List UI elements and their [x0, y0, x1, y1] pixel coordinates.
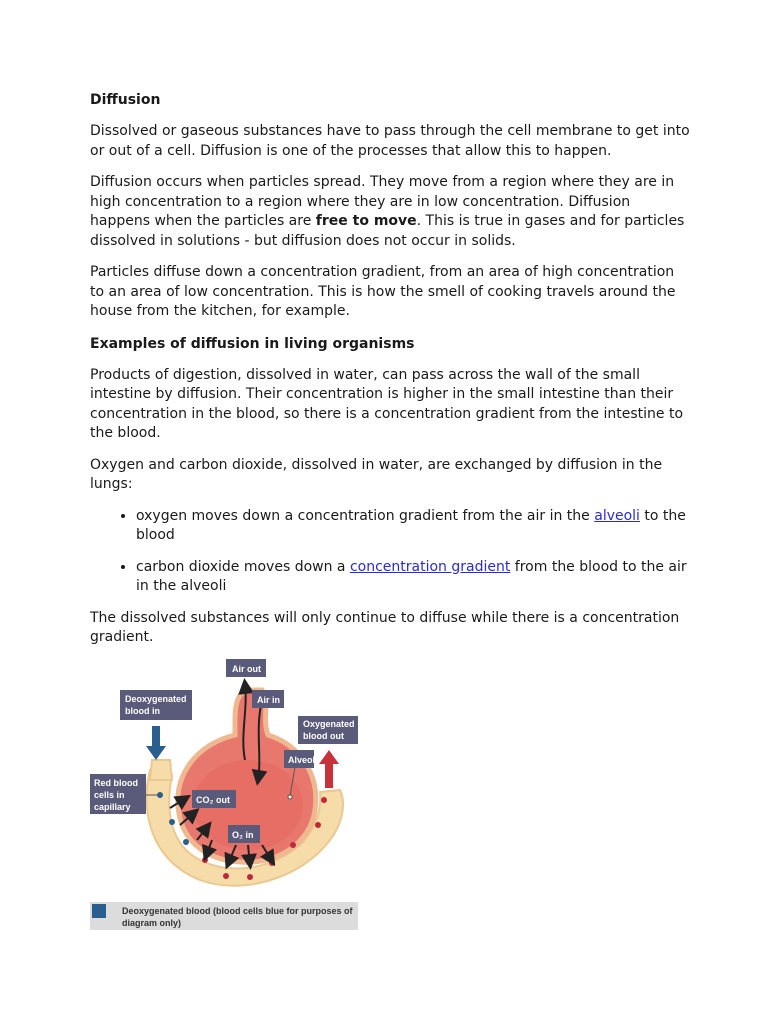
svg-text:blood out: blood out: [303, 731, 344, 741]
legend-swatch-icon: [92, 904, 106, 918]
paragraph-intro: Dissolved or gaseous substances have to pass through the cell membrane to get into or out of a cell. Diffusion is one of the processes that allow this to happen.: [90, 123, 690, 159]
paragraph-gradient: Particles diffuse down a concentration gradient, from an area of high concentration to an area of low concentration. This is how the smell of cooking travels around the house from the kitchen, for example.: [90, 264, 676, 319]
svg-text:Alveoli: Alveoli: [288, 755, 318, 765]
svg-text:cells in: cells in: [94, 790, 125, 800]
legend: [90, 902, 358, 930]
alveoli-leader-dot: [288, 795, 292, 799]
bullet1-text-a: oxygen moves down a concentration gradient from the air in the: [136, 507, 595, 524]
p2-bold: free to move: [315, 213, 417, 229]
page-title: Diffusion: [90, 92, 161, 108]
bullet2-text-a: carbon dioxide moves down a: [136, 558, 350, 575]
paragraph-digestion: Products of digestion, dissolved in water, can pass across the wall of the small intestine by diffusion. Their concentration is higher in the small intestine than their concentration in the blood, so there is a concentration gradient from the intestine to the blood.: [90, 366, 684, 441]
svg-text:Red blood: Red blood: [94, 778, 138, 788]
o2-in-label: [228, 825, 260, 843]
air-out-label: [226, 659, 266, 677]
svg-text:capillary: capillary: [94, 802, 131, 812]
bullet2-text-b: from the blood to the air in the alveoli: [136, 558, 687, 594]
alveoli-link[interactable]: alveoli: [594, 507, 640, 524]
svg-text:CO₂ out: CO₂ out: [196, 795, 230, 805]
deoxygenated-flow-arrow: [146, 726, 166, 760]
svg-text:O₂ in: O₂ in: [232, 830, 254, 840]
co2-out-label: [192, 790, 236, 808]
alveoli-label: [284, 750, 318, 768]
section-heading: Examples of diffusion in living organisms: [90, 335, 415, 352]
p2-text-b: . This is true in gases and for particles dissolved in solutions - but diffusion does not occur in solids.: [90, 213, 685, 249]
svg-text:Air out: Air out: [232, 664, 261, 674]
paragraph-conclusion: The dissolved substances will only continue to diffuse while there is a concentration gradient.: [90, 609, 680, 645]
oxygenated-blood-out-label: [298, 716, 358, 744]
svg-text:Air in: Air in: [257, 695, 281, 705]
air-in-label: [252, 690, 284, 708]
deoxygenated-blood-in-label: [120, 690, 192, 720]
paragraph-lungs: Oxygen and carbon dioxide, dissolved in water, are exchanged by diffusion in the lungs:: [90, 456, 663, 492]
svg-text:diagram only): diagram only): [122, 918, 182, 928]
bullet1-text-b: to the blood: [136, 507, 686, 543]
svg-text:Deoxygenated blood (blood cell: Deoxygenated blood (blood cells blue for purposes of: [122, 906, 353, 916]
svg-text:Oxygenated: Oxygenated: [303, 719, 355, 729]
svg-text:blood in: blood in: [125, 706, 160, 716]
oxygenated-flow-arrow: [319, 750, 339, 788]
p2-text-a: Diffusion occurs when particles spread. They move from a region where they are in high concentration to a region where they are in low concentration. Diffusion happens when the particles are: [90, 174, 675, 229]
svg-text:Deoxygenated: Deoxygenated: [125, 694, 187, 704]
concentration-gradient-link[interactable]: concentration gradient: [349, 558, 511, 575]
capillary-left-tube: [150, 760, 172, 780]
red-blood-cells-label: [90, 774, 146, 814]
